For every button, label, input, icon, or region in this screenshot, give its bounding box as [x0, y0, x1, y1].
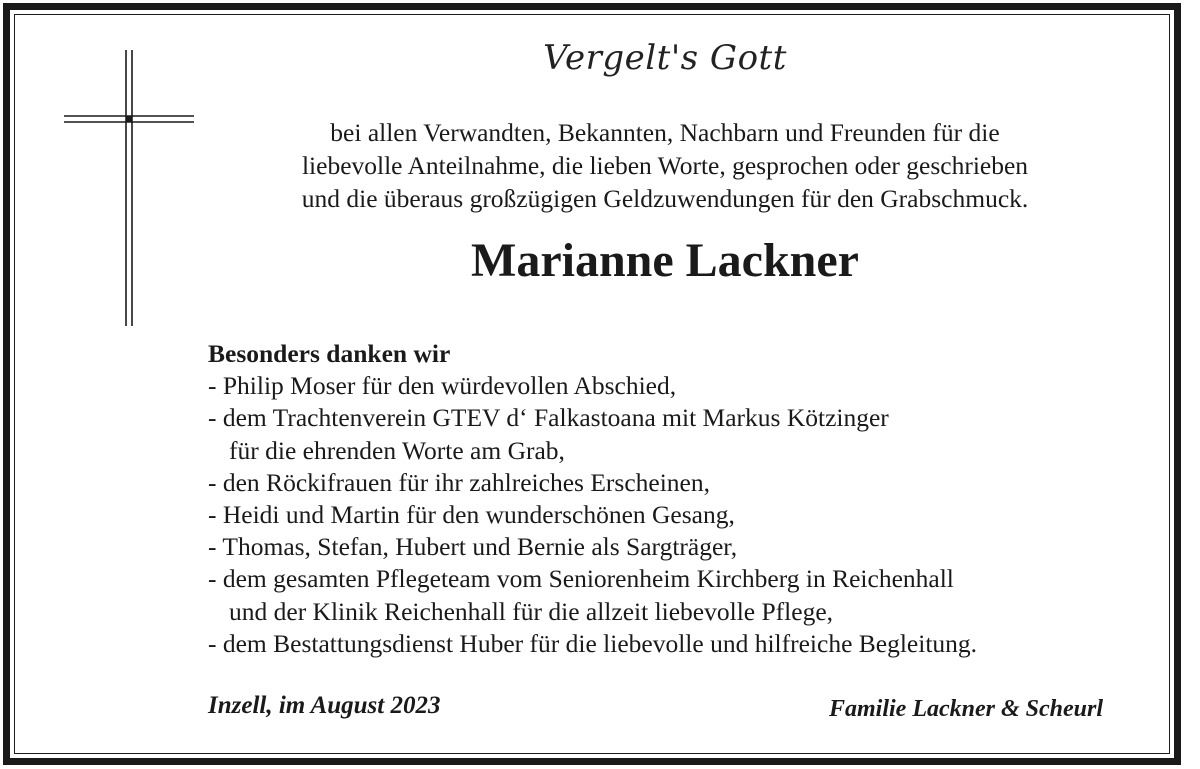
- thanks-line: und der Klinik Reichenhall für die allzeit liebevolle Pflege,: [229, 596, 834, 626]
- place-date: Inzell, im August 2023: [208, 692, 441, 719]
- intro-text: [225, 116, 1105, 215]
- deceased-name: Marianne Lackner: [471, 234, 859, 287]
- thanks-line: - dem gesamten Pflegeteam vom Seniorenheim Kirchberg in Reichenhall: [208, 564, 954, 594]
- intro-line: liebevolle Anteilnahme, die lieben Worte, gesprochen oder geschrieben: [301, 151, 1029, 180]
- thanks-line: für die ehrenden Worte am Grab,: [229, 435, 565, 465]
- intro-line: bei allen Verwandten, Bekannten, Nachbarn und Freunden für die: [330, 118, 1000, 147]
- thanks-line: - Philip Moser für den würdevollen Abschied,: [208, 371, 677, 401]
- thanks-line: - dem Bestattungsdienst Huber für die liebevolle und hilfreiche Begleitung.: [208, 628, 978, 658]
- thanks-line: - Thomas, Stefan, Hubert und Bernie als Sargträger,: [208, 532, 738, 562]
- thanks-line: - dem Trachtenverein GTEV d‘ Falkastoana mit Markus Kötzinger: [208, 403, 889, 433]
- thanks-line: - Heidi und Martin für den wunderschönen Gesang,: [208, 500, 735, 530]
- family-signature: Familie Lackner & Scheurl: [828, 696, 1103, 722]
- thanks-heading: Besonders danken wir: [208, 339, 451, 368]
- thanks-line: - den Röckifrauen für ihr zahlreiches Erscheinen,: [208, 467, 710, 497]
- thanks-section: [208, 338, 1138, 660]
- heading-vergelts-gott: Vergelt's Gott: [543, 38, 787, 78]
- cross-icon: [60, 50, 200, 330]
- intro-line: und die überaus großzügigen Geldzuwendungen für den Grabschmuck.: [301, 184, 1029, 213]
